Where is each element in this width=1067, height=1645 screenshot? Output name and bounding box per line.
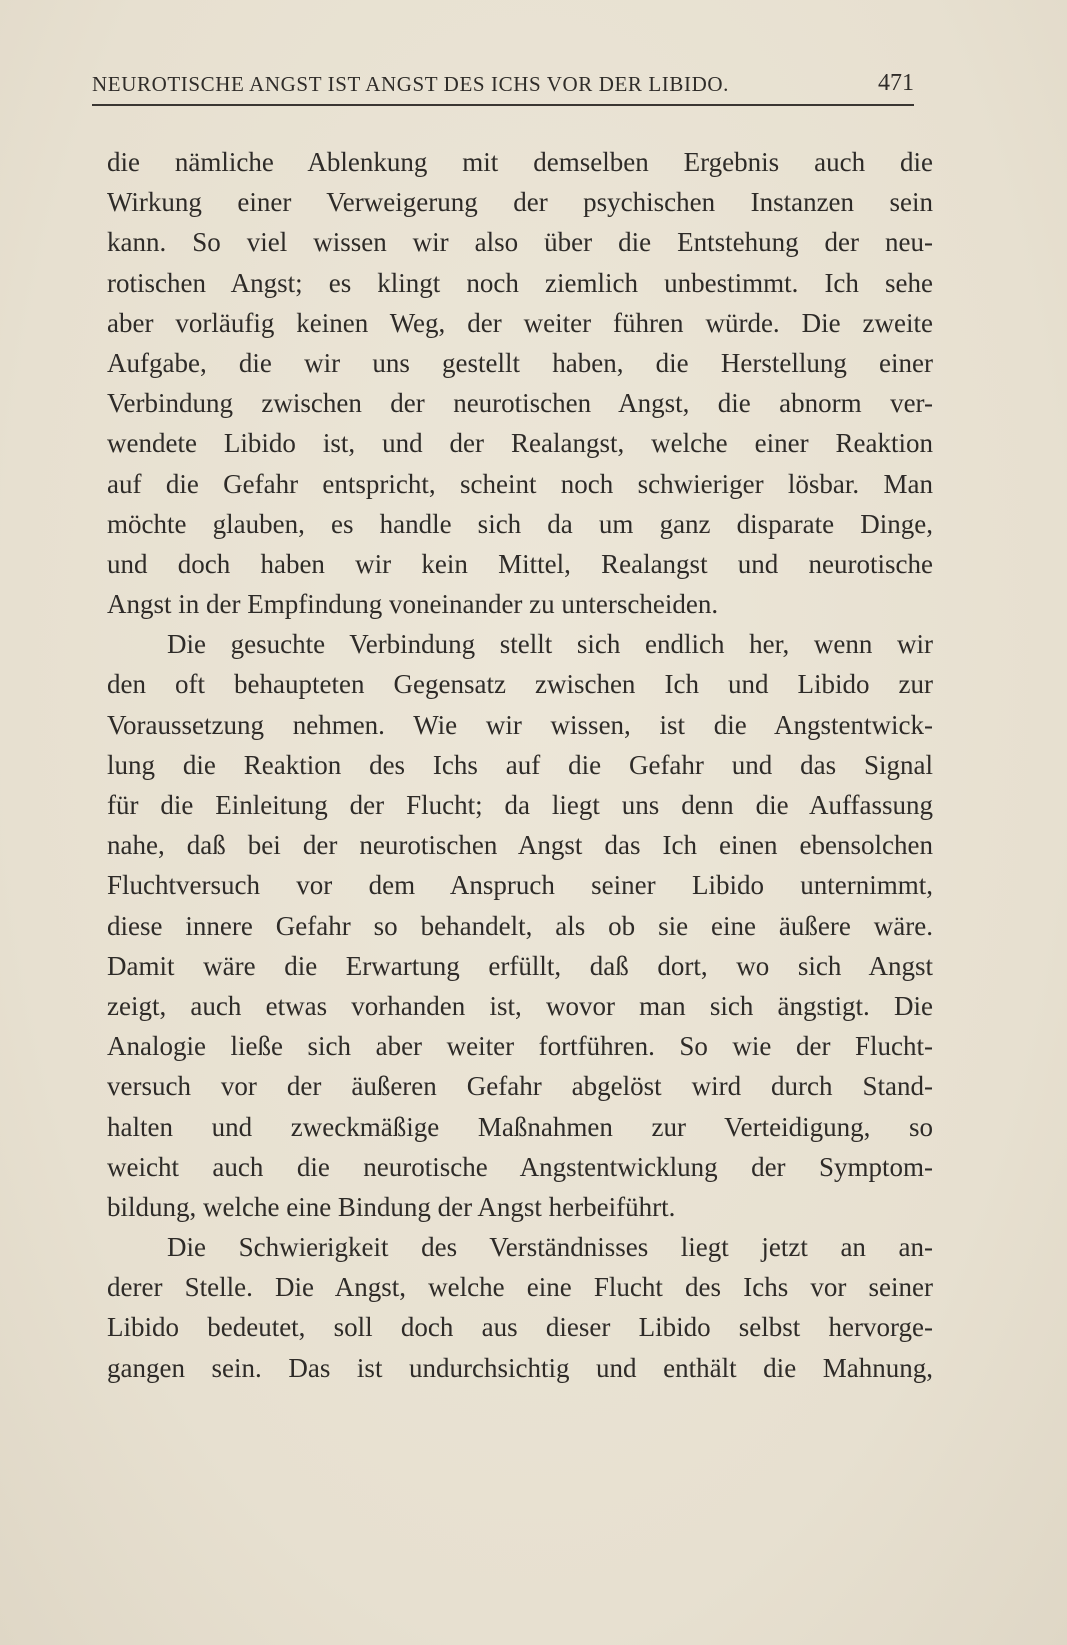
text-line: derer Stelle. Die Angst, welche eine Flucht des Ichs vor seiner — [107, 1272, 933, 1303]
text-line: Die gesuchte Verbindung stellt sich endlich her, wenn wir — [167, 629, 933, 660]
header-rule — [92, 104, 914, 106]
paragraph-2 — [107, 624, 933, 1227]
text-line: Die Schwierigkeit des Verständnisses liegt jetzt an an- — [167, 1232, 933, 1263]
text-line: Voraussetzung nehmen. Wie wir wissen, ist die Angstentwick- — [107, 709, 933, 740]
text-line: versuch vor der äußeren Gefahr abgelöst wird durch Stand- — [107, 1071, 933, 1102]
text-line: Fluchtversuch vor dem Anspruch seiner Libido unternimmt, — [107, 870, 933, 901]
page-header — [92, 68, 914, 102]
text-line: halten und zweckmäßige Maßnahmen zur Verteidigung, so — [107, 1111, 933, 1142]
text-line: lung die Reaktion des Ichs auf die Gefahr und das Signal — [107, 749, 933, 780]
text-line: Aufgabe, die wir uns gestellt haben, die Herstellung einer — [107, 347, 933, 378]
text-line: Angst in der Empfindung voneinander zu unterscheiden. — [107, 589, 719, 620]
text-line: aber vorläufig keinen Weg, der weiter führen würde. Die zweite — [107, 307, 933, 338]
text-line: Wirkung einer Verweigerung der psychischen Instanzen sein — [107, 187, 933, 218]
text-line: rotischen Angst; es klingt noch ziemlich unbestimmt. Ich sehe — [107, 267, 933, 298]
text-line: gangen sein. Das ist undurchsichtig und enthält die Mahnung, — [107, 1352, 933, 1383]
text-line: kann. So viel wissen wir also über die Entstehung der neu- — [107, 227, 933, 258]
text-line: zeigt, auch etwas vorhanden ist, wovor man sich ängstigt. Die — [107, 990, 933, 1021]
text-line: und doch haben wir kein Mittel, Realangst und neurotische — [107, 548, 933, 579]
text-line: weicht auch die neurotische Angstentwicklung der Symptom- — [107, 1151, 933, 1182]
text-line: nahe, daß bei der neurotischen Angst das Ich einen ebensolchen — [107, 830, 933, 861]
text-line: für die Einleitung der Flucht; da liegt uns denn die Auffassung — [107, 790, 933, 820]
text-line: möchte glauben, es handle sich da um ganz disparate Dinge, — [107, 508, 933, 539]
text-line: diese innere Gefahr so behandelt, als ob sie eine äußere wäre. — [107, 910, 933, 941]
body-text — [107, 142, 933, 1388]
text-line: wendete Libido ist, und der Realangst, welche einer Reaktion — [107, 428, 933, 459]
text-line: die nämliche Ablenkung mit demselben Ergebnis auch die — [107, 147, 933, 177]
text-line: bildung, welche eine Bindung der Angst herbeiführt. — [107, 1191, 676, 1222]
paragraph-1 — [107, 142, 933, 624]
text-line: auf die Gefahr entspricht, scheint noch schwieriger lösbar. Man — [107, 468, 933, 499]
text-line: Damit wäre die Erwartung erfüllt, daß dort, wo sich Angst — [107, 950, 933, 981]
running-head: NEUROTISCHE ANGST IST ANGST DES ICHS VOR DER LIBIDO. — [92, 72, 729, 96]
text-line: den oft behaupteten Gegensatz zwischen Ich und Libido zur — [107, 669, 933, 700]
page-number: 471 — [878, 70, 914, 96]
text-line: Analogie ließe sich aber weiter fortführen. So wie der Flucht- — [107, 1031, 933, 1062]
text-line: Libido bedeutet, soll doch aus dieser Libido selbst hervorge- — [107, 1312, 933, 1343]
paragraph-3 — [107, 1227, 933, 1388]
text-line: Verbindung zwischen der neurotischen Angst, die abnorm ver- — [107, 388, 933, 419]
